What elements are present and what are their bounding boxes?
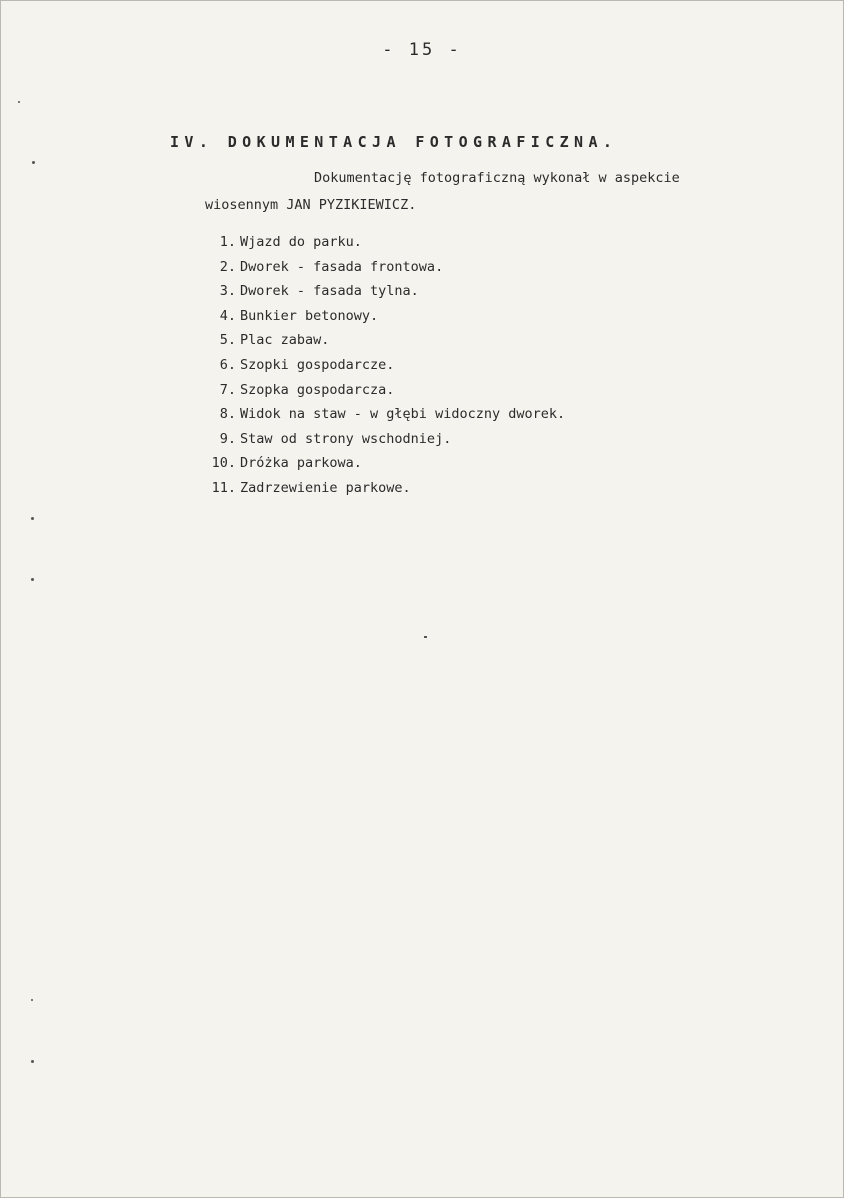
list-item — [195, 328, 565, 353]
item-number: 1. — [219, 234, 236, 250]
item-number: 3. — [219, 283, 236, 300]
item-number: 10. — [211, 455, 236, 472]
intro-text-line-2: wiosennym JAN PYZIKIEWICZ. — [205, 197, 417, 213]
margin-mark — [424, 636, 427, 638]
item-number: 9. — [219, 430, 236, 447]
item-number: 5. — [219, 332, 236, 349]
item-text: Szopka gospodarcza. — [240, 381, 395, 398]
list-item — [195, 451, 565, 476]
item-text: Wjazd do parku. — [240, 234, 362, 250]
item-text: Szopki gospodarcze. — [240, 356, 395, 373]
list-item — [195, 402, 565, 427]
list-item — [195, 476, 565, 501]
margin-mark — [31, 999, 33, 1001]
list-item — [195, 279, 565, 304]
item-text: Plac zabaw. — [240, 332, 330, 349]
margin-mark — [31, 517, 34, 520]
list-item — [195, 230, 565, 255]
item-number: 11. — [211, 479, 236, 496]
list-item — [195, 255, 565, 280]
item-text: Staw od strony wschodniej. — [240, 430, 452, 447]
item-number: 6. — [219, 356, 236, 373]
item-number: 7. — [219, 381, 236, 398]
margin-mark — [32, 161, 35, 164]
item-number: 2. — [219, 258, 236, 275]
margin-mark — [18, 101, 20, 103]
item-text: Dworek - fasada tylna. — [240, 283, 419, 300]
list-item — [195, 378, 565, 403]
item-number: 8. — [219, 406, 236, 423]
item-number: 4. — [219, 307, 236, 324]
list-item — [195, 304, 565, 329]
item-text: Dróżka parkowa. — [240, 455, 362, 472]
margin-mark — [31, 578, 34, 581]
photo-list — [195, 230, 565, 501]
item-text: Widok na staw - w głębi widoczny dworek. — [240, 406, 566, 423]
section-heading: IV. DOKUMENTACJA FOTOGRAFICZNA. — [170, 133, 618, 151]
item-text: Zadrzewienie parkowe. — [240, 479, 411, 496]
item-text: Dworek - fasada frontowa. — [240, 258, 444, 275]
list-item — [195, 353, 565, 378]
margin-mark — [31, 1060, 34, 1063]
list-item — [195, 427, 565, 452]
page-number: - 15 - — [382, 40, 462, 60]
item-text: Bunkier betonowy. — [240, 307, 379, 324]
intro-text-line-1: Dokumentację fotograficzną wykonał w aspekcie — [314, 170, 680, 186]
